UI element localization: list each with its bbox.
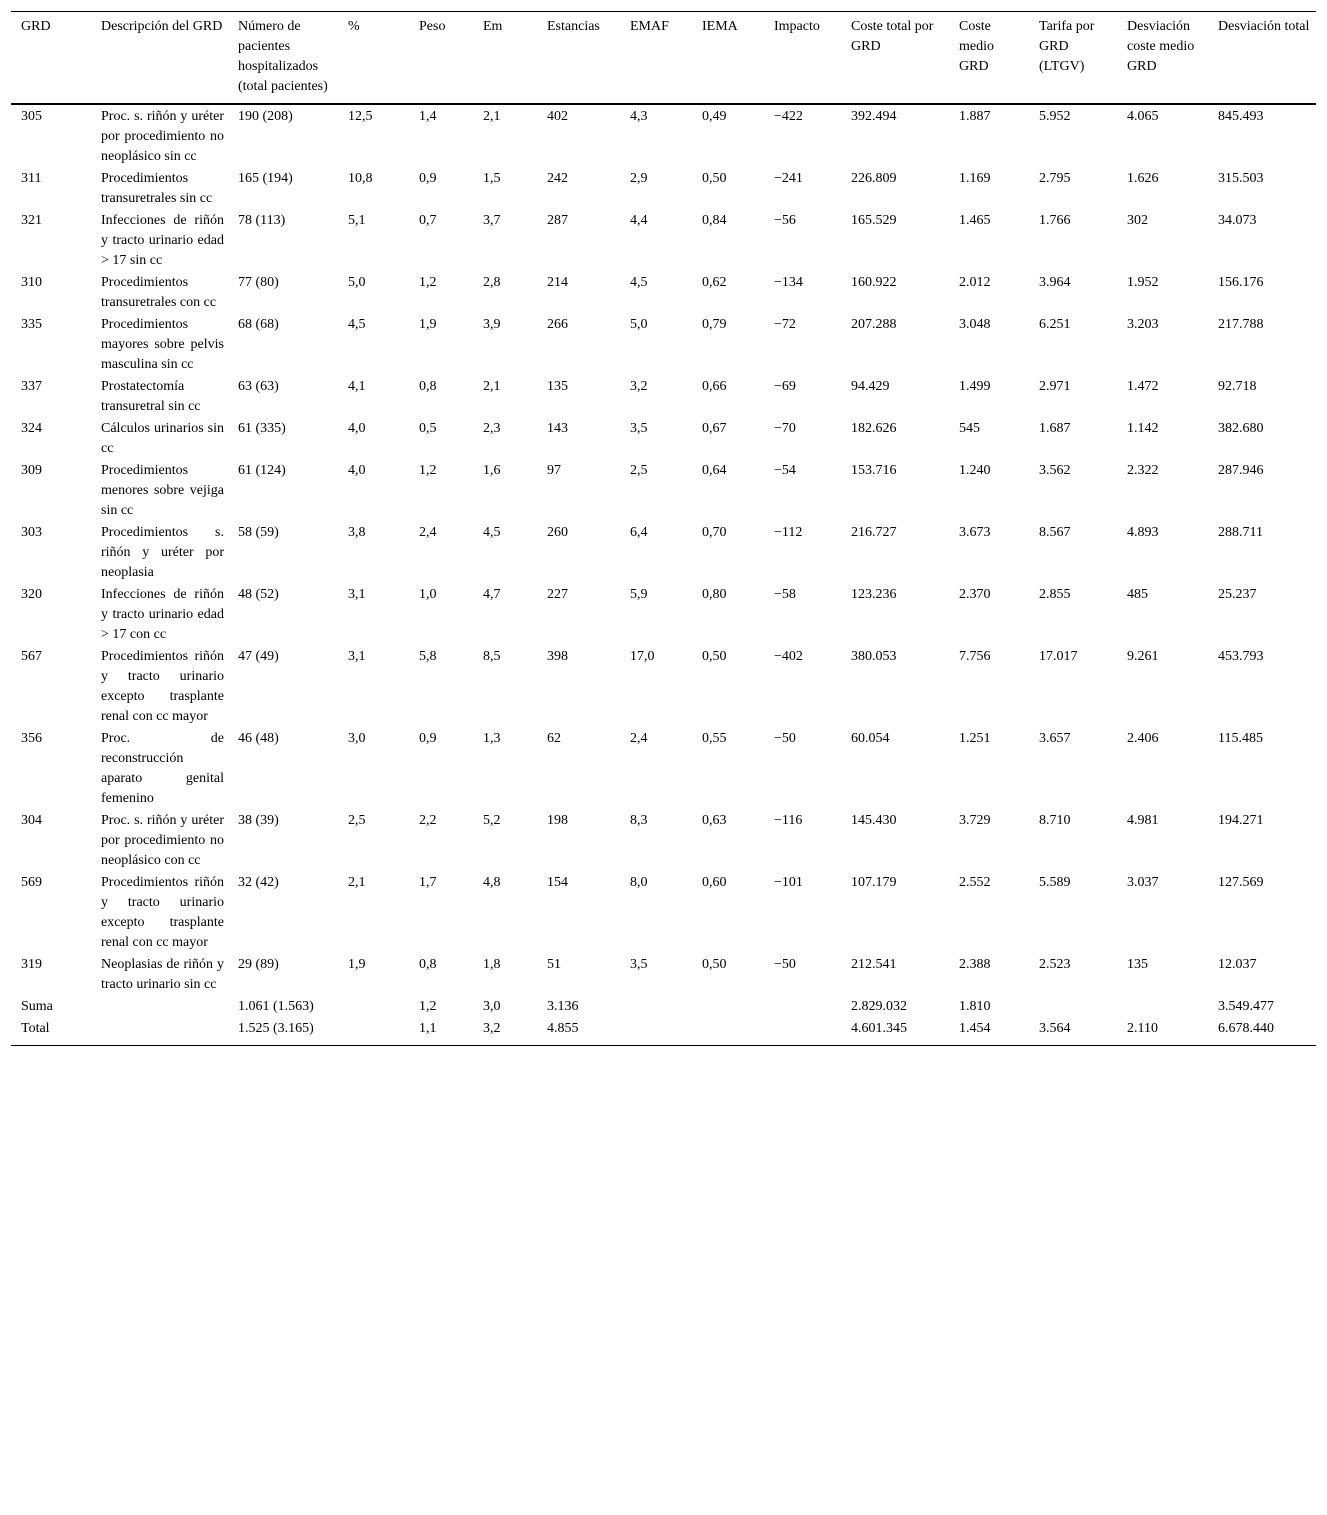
cell-impacto: −101 bbox=[774, 875, 803, 890]
cell-desviacion-total: 34.073 bbox=[1218, 213, 1257, 228]
cell-em: 4,7 bbox=[483, 587, 501, 602]
cell-pacientes: 77 (80) bbox=[238, 275, 279, 290]
cell-estancias: 154 bbox=[547, 875, 568, 890]
table-header bbox=[11, 12, 1316, 105]
table-row bbox=[11, 314, 1316, 376]
cell-desviacion-total: 156.176 bbox=[1218, 275, 1264, 290]
cell-iema: 0,50 bbox=[702, 171, 727, 186]
cell-emaf: 4,3 bbox=[630, 109, 648, 124]
table-row bbox=[11, 210, 1316, 272]
table-row bbox=[11, 104, 1316, 168]
cell-iema: 0,50 bbox=[702, 649, 727, 664]
cell-peso: 0,8 bbox=[419, 379, 437, 394]
cell-em: 2,1 bbox=[483, 109, 501, 124]
cell-estancias: 51 bbox=[547, 957, 561, 972]
cell-iema: 0,62 bbox=[702, 275, 727, 290]
cell-desviacion-total: 115.485 bbox=[1218, 731, 1263, 746]
table-row bbox=[11, 872, 1316, 954]
cell-peso: 2,4 bbox=[419, 525, 437, 540]
cell-emaf: 3,2 bbox=[630, 379, 648, 394]
cell-coste-total: 160.922 bbox=[851, 275, 897, 290]
cell-descripcion: Procedimientos transuretrales sin cc bbox=[101, 171, 213, 206]
cell-porcentaje bbox=[338, 996, 409, 1018]
cell-grd: Suma bbox=[21, 999, 53, 1014]
cell-impacto: −69 bbox=[774, 379, 796, 394]
cell-coste-medio: 2.370 bbox=[959, 587, 991, 602]
cell-peso: 1,2 bbox=[419, 275, 437, 290]
cell-descripcion: Procedimientos menores sobre vejiga sin cc bbox=[101, 463, 224, 518]
cell-coste-medio: 1.887 bbox=[959, 109, 991, 124]
cell-coste-medio: 2.388 bbox=[959, 957, 991, 972]
cell-peso: 2,2 bbox=[419, 813, 437, 828]
cell-coste-total: 165.529 bbox=[851, 213, 897, 228]
cell-pacientes: 38 (39) bbox=[238, 813, 279, 828]
cell-peso: 1,0 bbox=[419, 587, 437, 602]
cell-desviacion-coste-medio: 3.203 bbox=[1127, 317, 1159, 332]
cell-emaf: 4,5 bbox=[630, 275, 648, 290]
cell-descripcion: Proc. s. riñón y uréter por procedimiento no neoplásico sin cc bbox=[101, 109, 224, 164]
cell-iema: 0,66 bbox=[702, 379, 727, 394]
cell-coste-total: 153.716 bbox=[851, 463, 897, 478]
cell-coste-total: 4.601.345 bbox=[851, 1021, 907, 1036]
cell-desviacion-total: 382.680 bbox=[1218, 421, 1264, 436]
cell-tarifa: 2.523 bbox=[1039, 957, 1071, 972]
cell-emaf bbox=[620, 1018, 692, 1046]
cell-peso: 1,1 bbox=[419, 1021, 437, 1036]
cell-descripcion: Prostatectomía transuretral sin cc bbox=[101, 379, 201, 414]
cell-desviacion-total: 127.569 bbox=[1218, 875, 1264, 890]
cell-coste-total: 60.054 bbox=[851, 731, 890, 746]
cell-coste-total: 145.430 bbox=[851, 813, 897, 828]
cell-estancias: 266 bbox=[547, 317, 568, 332]
cell-peso: 1,4 bbox=[419, 109, 437, 124]
cell-desviacion-coste-medio: 3.037 bbox=[1127, 875, 1159, 890]
cell-coste-medio: 3.048 bbox=[959, 317, 991, 332]
cell-grd: 310 bbox=[21, 275, 42, 290]
column-header-impacto: Impacto bbox=[774, 19, 820, 34]
table-row bbox=[11, 460, 1316, 522]
cell-impacto: −112 bbox=[774, 525, 803, 540]
cell-porcentaje: 5,1 bbox=[348, 213, 366, 228]
column-header-estancias: Estancias bbox=[547, 19, 600, 34]
cell-iema: 0,50 bbox=[702, 957, 727, 972]
cell-emaf: 17,0 bbox=[630, 649, 655, 664]
cell-peso: 0,9 bbox=[419, 171, 437, 186]
cell-tarifa: 3.964 bbox=[1039, 275, 1071, 290]
cell-porcentaje: 2,1 bbox=[348, 875, 366, 890]
cell-grd: 335 bbox=[21, 317, 42, 332]
cell-desviacion-total: 3.549.477 bbox=[1218, 999, 1274, 1014]
cell-pacientes: 61 (335) bbox=[238, 421, 286, 436]
cell-descripcion: Cálculos urinarios sin cc bbox=[101, 421, 224, 456]
cell-estancias: 214 bbox=[547, 275, 568, 290]
column-header-coste-total: Coste total por GRD bbox=[851, 19, 934, 54]
table-row bbox=[11, 954, 1316, 996]
cell-peso: 1,2 bbox=[419, 463, 437, 478]
cell-tarifa: 5.952 bbox=[1039, 109, 1071, 124]
cell-desviacion-coste-medio: 1.142 bbox=[1127, 421, 1159, 436]
cell-pacientes: 1.061 (1.563) bbox=[238, 999, 314, 1014]
cell-porcentaje: 4,0 bbox=[348, 463, 366, 478]
cell-desviacion-coste-medio: 4.981 bbox=[1127, 813, 1159, 828]
cell-descripcion: Proc. de reconstrucción aparato genital femenino bbox=[101, 731, 224, 806]
cell-iema bbox=[692, 1018, 764, 1046]
cell-porcentaje: 3,0 bbox=[348, 731, 366, 746]
column-header-coste-medio: Coste medio GRD bbox=[959, 19, 994, 74]
cell-desviacion-total: 315.503 bbox=[1218, 171, 1264, 186]
cell-tarifa: 17.017 bbox=[1039, 649, 1078, 664]
cell-impacto bbox=[764, 1018, 841, 1046]
cell-impacto: −402 bbox=[774, 649, 803, 664]
cell-descripcion bbox=[91, 1018, 228, 1046]
cell-descripcion: Infecciones de riñón y tracto urinario edad > 17 sin cc bbox=[101, 213, 224, 268]
table-row bbox=[11, 168, 1316, 210]
cell-impacto: −56 bbox=[774, 213, 796, 228]
cell-desviacion-coste-medio: 135 bbox=[1127, 957, 1148, 972]
cell-grd: 324 bbox=[21, 421, 42, 436]
cell-desviacion-total: 287.946 bbox=[1218, 463, 1264, 478]
cell-tarifa: 1.687 bbox=[1039, 421, 1071, 436]
cell-pacientes: 165 (194) bbox=[238, 171, 293, 186]
cell-porcentaje: 10,8 bbox=[348, 171, 373, 186]
cell-desviacion-total: 194.271 bbox=[1218, 813, 1264, 828]
cell-coste-medio: 1.499 bbox=[959, 379, 991, 394]
cell-iema: 0,70 bbox=[702, 525, 727, 540]
cell-estancias: 402 bbox=[547, 109, 568, 124]
cell-emaf: 8,0 bbox=[630, 875, 648, 890]
cell-tarifa: 3.562 bbox=[1039, 463, 1071, 478]
cell-pacientes: 48 (52) bbox=[238, 587, 279, 602]
cell-coste-medio: 2.012 bbox=[959, 275, 991, 290]
total-row bbox=[11, 1018, 1316, 1046]
table-body bbox=[11, 104, 1316, 1046]
column-header-pacientes: Número de pacientes hospitalizados (total pacientes) bbox=[238, 19, 328, 94]
cell-coste-medio: 545 bbox=[959, 421, 980, 436]
table-row bbox=[11, 646, 1316, 728]
cell-iema: 0,64 bbox=[702, 463, 727, 478]
cell-porcentaje: 12,5 bbox=[348, 109, 373, 124]
cell-pacientes: 63 (63) bbox=[238, 379, 279, 394]
cell-estancias: 4.855 bbox=[547, 1021, 579, 1036]
cell-impacto: −50 bbox=[774, 957, 796, 972]
cell-coste-medio: 2.552 bbox=[959, 875, 991, 890]
cell-desviacion-coste-medio: 4.065 bbox=[1127, 109, 1159, 124]
cell-em: 2,8 bbox=[483, 275, 501, 290]
cell-em: 3,7 bbox=[483, 213, 501, 228]
cell-tarifa bbox=[1029, 996, 1117, 1018]
cell-impacto: −58 bbox=[774, 587, 796, 602]
cell-coste-total: 94.429 bbox=[851, 379, 890, 394]
cell-iema: 0,79 bbox=[702, 317, 727, 332]
cell-coste-medio: 1.810 bbox=[959, 999, 991, 1014]
cell-estancias: 143 bbox=[547, 421, 568, 436]
cell-emaf: 3,5 bbox=[630, 421, 648, 436]
cell-desviacion-coste-medio: 1.472 bbox=[1127, 379, 1159, 394]
cell-porcentaje: 4,5 bbox=[348, 317, 366, 332]
cell-pacientes: 68 (68) bbox=[238, 317, 279, 332]
cell-desviacion-coste-medio bbox=[1117, 996, 1208, 1018]
cell-desviacion-coste-medio: 302 bbox=[1127, 213, 1148, 228]
cell-em: 3,9 bbox=[483, 317, 501, 332]
cell-pacientes: 29 (89) bbox=[238, 957, 279, 972]
cell-emaf: 5,0 bbox=[630, 317, 648, 332]
cell-estancias: 3.136 bbox=[547, 999, 579, 1014]
cell-estancias: 62 bbox=[547, 731, 561, 746]
cell-estancias: 135 bbox=[547, 379, 568, 394]
cell-emaf: 2,4 bbox=[630, 731, 648, 746]
cell-descripcion: Procedimientos riñón y tracto urinario excepto trasplante renal con cc mayor bbox=[101, 875, 224, 950]
cell-coste-medio: 3.673 bbox=[959, 525, 991, 540]
cell-coste-total: 216.727 bbox=[851, 525, 897, 540]
column-header-desviacion-coste-medio: Desviación coste medio GRD bbox=[1127, 19, 1195, 74]
cell-impacto bbox=[764, 996, 841, 1018]
grd-table-container bbox=[11, 11, 1316, 1046]
cell-emaf: 6,4 bbox=[630, 525, 648, 540]
cell-emaf: 4,4 bbox=[630, 213, 648, 228]
cell-descripcion: Procedimientos s. riñón y uréter por neoplasia bbox=[101, 525, 224, 580]
cell-desviacion-total: 845.493 bbox=[1218, 109, 1264, 124]
cell-em: 3,0 bbox=[483, 999, 501, 1014]
cell-desviacion-coste-medio: 4.893 bbox=[1127, 525, 1159, 540]
table-row bbox=[11, 810, 1316, 872]
cell-grd: 311 bbox=[21, 171, 42, 186]
cell-grd: 569 bbox=[21, 875, 42, 890]
cell-porcentaje: 3,8 bbox=[348, 525, 366, 540]
cell-tarifa: 2.795 bbox=[1039, 171, 1071, 186]
cell-impacto: −241 bbox=[774, 171, 803, 186]
cell-peso: 1,9 bbox=[419, 317, 437, 332]
cell-desviacion-total: 92.718 bbox=[1218, 379, 1257, 394]
cell-tarifa: 6.251 bbox=[1039, 317, 1071, 332]
cell-descripcion: Proc. s. riñón y uréter por procedimiento no neoplásico con cc bbox=[101, 813, 224, 868]
cell-desviacion-total: 25.237 bbox=[1218, 587, 1257, 602]
cell-grd: 304 bbox=[21, 813, 42, 828]
column-header-em: Em bbox=[483, 19, 503, 34]
cell-estancias: 242 bbox=[547, 171, 568, 186]
cell-tarifa: 3.657 bbox=[1039, 731, 1071, 746]
cell-pacientes: 1.525 (3.165) bbox=[238, 1021, 314, 1036]
cell-coste-total: 392.494 bbox=[851, 109, 897, 124]
cell-pacientes: 46 (48) bbox=[238, 731, 279, 746]
cell-coste-total: 107.179 bbox=[851, 875, 897, 890]
cell-grd: 319 bbox=[21, 957, 42, 972]
cell-em: 4,8 bbox=[483, 875, 501, 890]
cell-impacto: −72 bbox=[774, 317, 796, 332]
cell-em: 3,2 bbox=[483, 1021, 501, 1036]
cell-estancias: 287 bbox=[547, 213, 568, 228]
cell-em: 1,6 bbox=[483, 463, 501, 478]
cell-pacientes: 47 (49) bbox=[238, 649, 279, 664]
cell-porcentaje: 3,1 bbox=[348, 587, 366, 602]
cell-iema: 0,49 bbox=[702, 109, 727, 124]
cell-coste-medio: 1.251 bbox=[959, 731, 991, 746]
column-header-porcentaje: % bbox=[348, 19, 360, 34]
cell-descripcion: Neoplasias de riñón y tracto urinario sin cc bbox=[101, 957, 224, 992]
cell-grd: 567 bbox=[21, 649, 42, 664]
cell-iema bbox=[692, 996, 764, 1018]
cell-tarifa: 5.589 bbox=[1039, 875, 1071, 890]
cell-peso: 5,8 bbox=[419, 649, 437, 664]
cell-desviacion-coste-medio: 2.406 bbox=[1127, 731, 1159, 746]
cell-emaf: 2,5 bbox=[630, 463, 648, 478]
table-row bbox=[11, 376, 1316, 418]
cell-pacientes: 58 (59) bbox=[238, 525, 279, 540]
cell-em: 4,5 bbox=[483, 525, 501, 540]
column-header-emaf: EMAF bbox=[630, 19, 669, 34]
cell-grd: 320 bbox=[21, 587, 42, 602]
cell-estancias: 398 bbox=[547, 649, 568, 664]
cell-impacto: −70 bbox=[774, 421, 796, 436]
table-row bbox=[11, 728, 1316, 810]
cell-grd: 303 bbox=[21, 525, 42, 540]
cell-porcentaje: 3,1 bbox=[348, 649, 366, 664]
cell-peso: 0,7 bbox=[419, 213, 437, 228]
cell-peso: 1,7 bbox=[419, 875, 437, 890]
column-header-tarifa: Tarifa por GRD (LTGV) bbox=[1039, 19, 1095, 74]
cell-pacientes: 190 (208) bbox=[238, 109, 293, 124]
cell-porcentaje: 4,0 bbox=[348, 421, 366, 436]
cell-desviacion-total: 6.678.440 bbox=[1218, 1021, 1274, 1036]
cell-descripcion: Procedimientos riñón y tracto urinario excepto trasplante renal con cc mayor bbox=[101, 649, 224, 724]
cell-peso: 1,2 bbox=[419, 999, 437, 1014]
cell-peso: 0,5 bbox=[419, 421, 437, 436]
cell-tarifa: 3.564 bbox=[1039, 1021, 1071, 1036]
cell-em: 1,3 bbox=[483, 731, 501, 746]
cell-tarifa: 8.710 bbox=[1039, 813, 1071, 828]
column-header-grd: GRD bbox=[21, 19, 51, 34]
cell-desviacion-coste-medio: 2.322 bbox=[1127, 463, 1159, 478]
cell-porcentaje: 1,9 bbox=[348, 957, 366, 972]
cell-coste-total: 380.053 bbox=[851, 649, 897, 664]
cell-desviacion-total: 217.788 bbox=[1218, 317, 1264, 332]
cell-estancias: 260 bbox=[547, 525, 568, 540]
cell-desviacion-total: 453.793 bbox=[1218, 649, 1264, 664]
cell-coste-medio: 1.240 bbox=[959, 463, 991, 478]
cell-desviacion-coste-medio: 9.261 bbox=[1127, 649, 1159, 664]
cell-coste-total: 212.541 bbox=[851, 957, 897, 972]
cell-impacto: −50 bbox=[774, 731, 796, 746]
cell-coste-total: 226.809 bbox=[851, 171, 897, 186]
cell-iema: 0,67 bbox=[702, 421, 727, 436]
cell-emaf: 2,9 bbox=[630, 171, 648, 186]
sum-row bbox=[11, 996, 1316, 1018]
cell-coste-total: 2.829.032 bbox=[851, 999, 907, 1014]
cell-porcentaje: 4,1 bbox=[348, 379, 366, 394]
cell-iema: 0,63 bbox=[702, 813, 727, 828]
cell-emaf: 3,5 bbox=[630, 957, 648, 972]
cell-desviacion-coste-medio: 485 bbox=[1127, 587, 1148, 602]
cell-impacto: −54 bbox=[774, 463, 796, 478]
cell-porcentaje: 5,0 bbox=[348, 275, 366, 290]
grd-table bbox=[11, 11, 1316, 1046]
cell-tarifa: 2.971 bbox=[1039, 379, 1071, 394]
column-header-descripcion: Descripción del GRD bbox=[101, 19, 223, 34]
table-row bbox=[11, 584, 1316, 646]
column-header-iema: IEMA bbox=[702, 19, 738, 34]
cell-em: 1,5 bbox=[483, 171, 501, 186]
cell-estancias: 227 bbox=[547, 587, 568, 602]
cell-descripcion: Infecciones de riñón y tracto urinario edad > 17 con cc bbox=[101, 587, 224, 642]
cell-coste-total: 182.626 bbox=[851, 421, 897, 436]
cell-descripcion: Procedimientos transuretrales con cc bbox=[101, 275, 217, 310]
cell-em: 8,5 bbox=[483, 649, 501, 664]
cell-coste-medio: 1.169 bbox=[959, 171, 991, 186]
cell-peso: 0,8 bbox=[419, 957, 437, 972]
cell-estancias: 198 bbox=[547, 813, 568, 828]
cell-iema: 0,84 bbox=[702, 213, 727, 228]
cell-coste-total: 123.236 bbox=[851, 587, 897, 602]
table-row bbox=[11, 418, 1316, 460]
cell-coste-total: 207.288 bbox=[851, 317, 897, 332]
cell-grd: 356 bbox=[21, 731, 42, 746]
cell-emaf: 8,3 bbox=[630, 813, 648, 828]
cell-grd: 309 bbox=[21, 463, 42, 478]
cell-desviacion-coste-medio: 2.110 bbox=[1127, 1021, 1158, 1036]
header-row bbox=[11, 12, 1316, 105]
cell-impacto: −134 bbox=[774, 275, 803, 290]
cell-iema: 0,55 bbox=[702, 731, 727, 746]
cell-porcentaje: 2,5 bbox=[348, 813, 366, 828]
cell-desviacion-total: 288.711 bbox=[1218, 525, 1263, 540]
cell-impacto: −422 bbox=[774, 109, 803, 124]
cell-grd: 321 bbox=[21, 213, 42, 228]
cell-coste-medio: 3.729 bbox=[959, 813, 991, 828]
cell-iema: 0,60 bbox=[702, 875, 727, 890]
cell-pacientes: 32 (42) bbox=[238, 875, 279, 890]
cell-descripcion: Procedimientos mayores sobre pelvis masculina sin cc bbox=[101, 317, 224, 372]
cell-emaf bbox=[620, 996, 692, 1018]
cell-desviacion-total: 12.037 bbox=[1218, 957, 1257, 972]
cell-descripcion bbox=[91, 996, 228, 1018]
cell-em: 2,1 bbox=[483, 379, 501, 394]
cell-grd: 305 bbox=[21, 109, 42, 124]
cell-peso: 0,9 bbox=[419, 731, 437, 746]
cell-impacto: −116 bbox=[774, 813, 803, 828]
cell-coste-medio: 1.454 bbox=[959, 1021, 991, 1036]
cell-grd: Total bbox=[21, 1021, 50, 1036]
cell-estancias: 97 bbox=[547, 463, 561, 478]
cell-tarifa: 1.766 bbox=[1039, 213, 1071, 228]
cell-emaf: 5,9 bbox=[630, 587, 648, 602]
cell-coste-medio: 7.756 bbox=[959, 649, 991, 664]
cell-grd: 337 bbox=[21, 379, 42, 394]
cell-tarifa: 2.855 bbox=[1039, 587, 1071, 602]
table-row bbox=[11, 522, 1316, 584]
cell-iema: 0,80 bbox=[702, 587, 727, 602]
cell-coste-medio: 1.465 bbox=[959, 213, 991, 228]
table-row bbox=[11, 272, 1316, 314]
column-header-desviacion-total: Desviación total bbox=[1218, 19, 1310, 34]
cell-em: 5,2 bbox=[483, 813, 501, 828]
cell-em: 1,8 bbox=[483, 957, 501, 972]
cell-porcentaje bbox=[338, 1018, 409, 1046]
column-header-peso: Peso bbox=[419, 19, 446, 34]
cell-pacientes: 61 (124) bbox=[238, 463, 286, 478]
cell-tarifa: 8.567 bbox=[1039, 525, 1071, 540]
cell-desviacion-coste-medio: 1.626 bbox=[1127, 171, 1159, 186]
cell-pacientes: 78 (113) bbox=[238, 213, 286, 228]
cell-em: 2,3 bbox=[483, 421, 501, 436]
cell-desviacion-coste-medio: 1.952 bbox=[1127, 275, 1159, 290]
